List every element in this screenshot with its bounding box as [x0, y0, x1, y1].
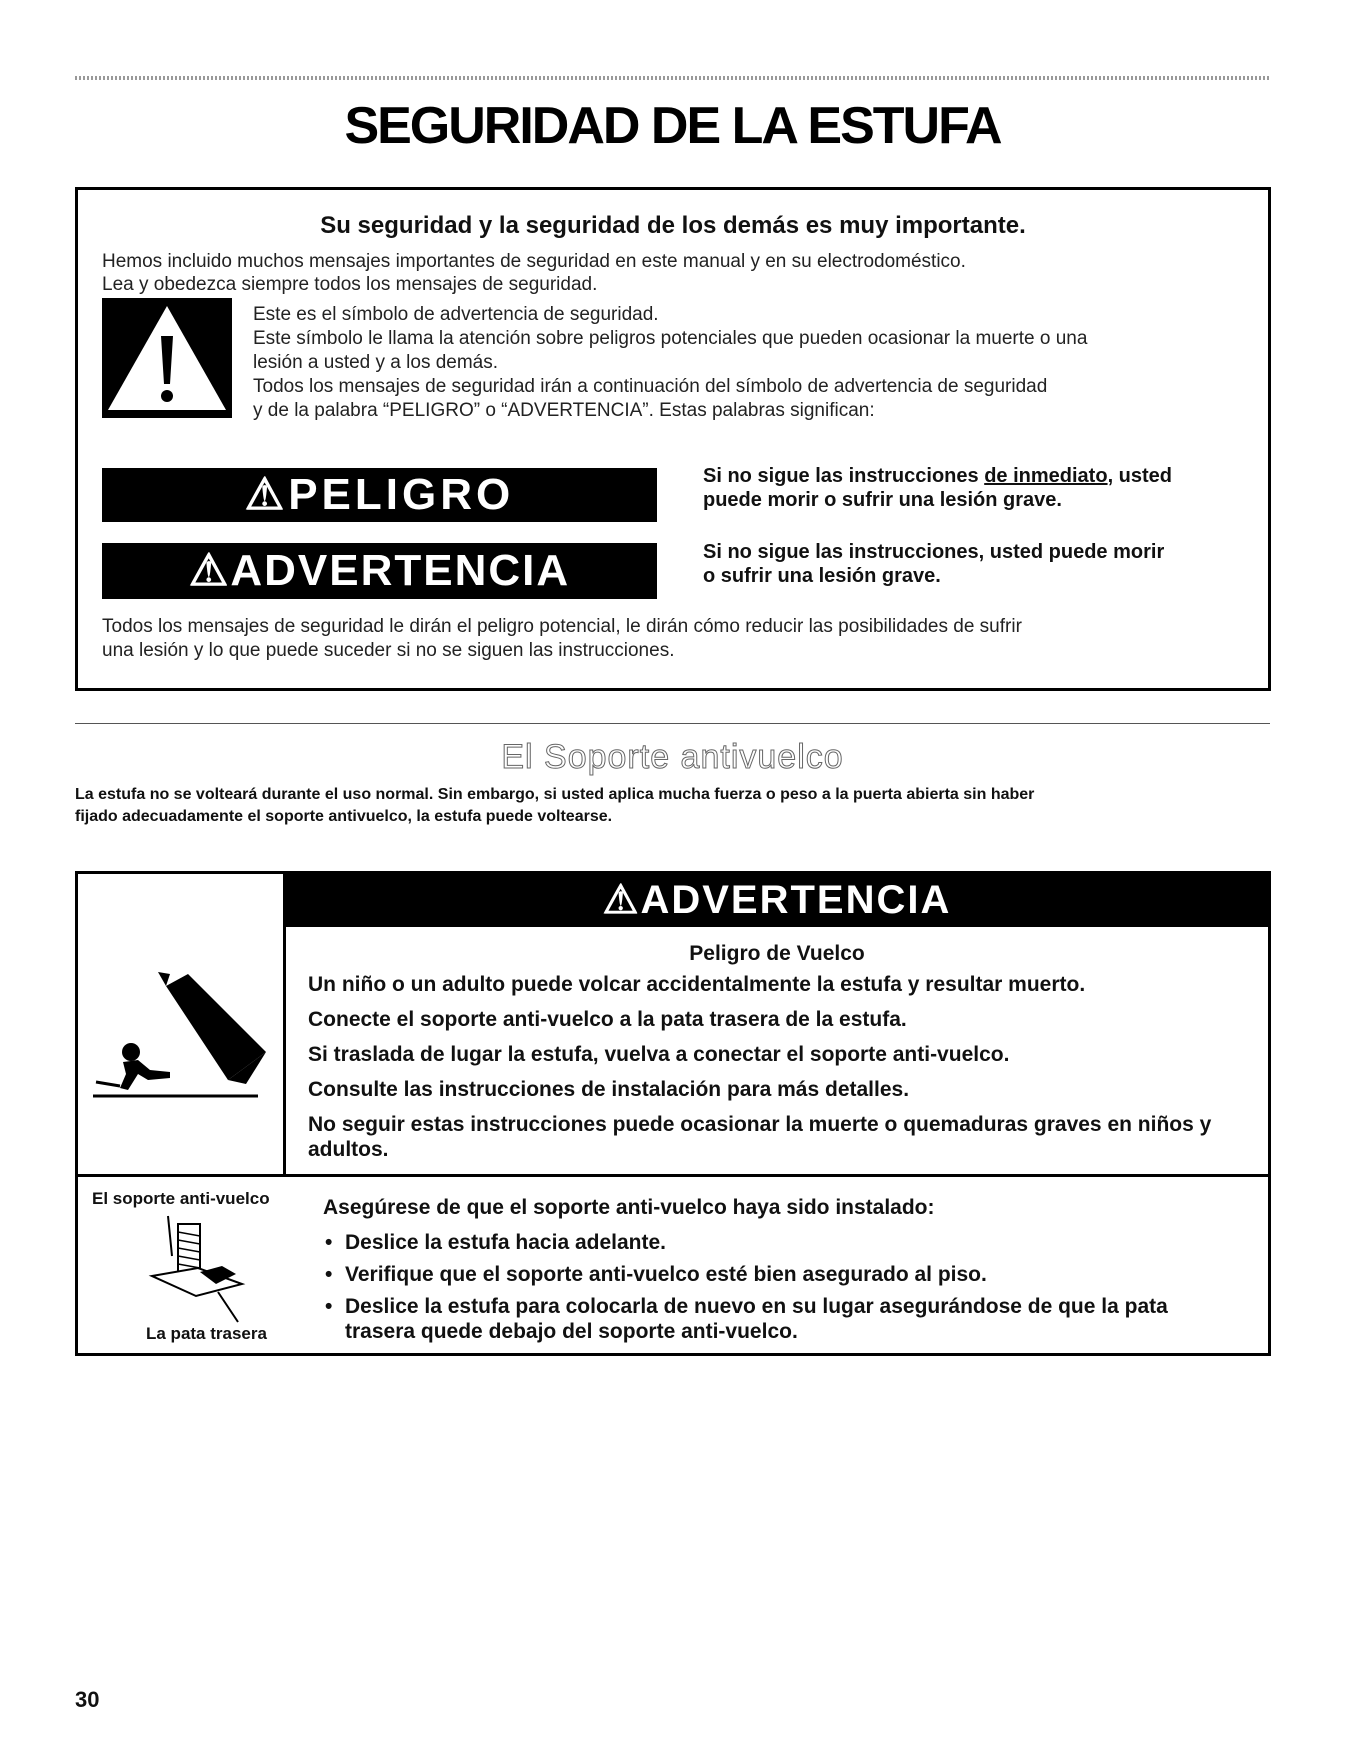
section-divider — [75, 723, 1270, 724]
advertencia-header — [286, 874, 1268, 927]
symbol-line: Todos los mensajes de seguridad irán a continuación del símbolo de advertencia de seguridad — [253, 376, 1048, 397]
check-item: • Deslice la estufa para colocarla de nuevo en su lugar asegurándose de que la pata trasera quede debajo del soporte anti-vuelco. — [323, 1294, 1223, 1344]
anti-tip-bracket-icon — [138, 1214, 268, 1324]
leg-label: La pata trasera — [146, 1324, 267, 1343]
section-title: El Soporte antivuelco — [501, 738, 844, 776]
advertencia-desc-line: o sufrir una lesión grave. — [703, 565, 941, 587]
peligro-label: PELIGRO — [288, 470, 515, 519]
intro-line: Hemos incluido muchos mensajes importantes de seguridad en este manual y en su electrodoméstico. — [102, 251, 966, 272]
peligro-desc-underlined: de inmediato — [984, 465, 1108, 487]
bracket-label: El soporte anti-vuelco — [92, 1189, 270, 1208]
symbol-explanation — [253, 303, 1253, 423]
tip-over-warning-box — [75, 871, 1271, 1356]
warning-line: No seguir estas instrucciones puede ocasionar la muerte o quemaduras graves en niños y adultos. — [308, 1113, 1212, 1161]
intro-line: Lea y obedezca siempre todos los mensajes de seguridad. — [102, 274, 598, 295]
advertencia-label: ADVERTENCIA — [230, 546, 571, 595]
peligro-desc-part: Si no sigue las instrucciones — [703, 465, 985, 487]
section-intro-line: La estufa no se volteará durante el uso normal. Sin embargo, si usted aplica mucha fuerza o peso a la puerta abierta sin haber — [75, 786, 1035, 803]
peligro-desc-part: , usted — [1107, 465, 1173, 487]
peligro-desc-line: puede morir o sufrir una lesión grave. — [703, 489, 1062, 511]
warning-triangle-icon — [102, 298, 232, 418]
warning-line: Si traslada de lugar la estufa, vuelva a conectar el soporte anti-vuelco. — [308, 1043, 1010, 1066]
peligro-description — [703, 464, 1243, 512]
advertencia-description — [703, 540, 1243, 588]
footer-line: una lesión y lo que puede suceder si no se siguen las instrucciones. — [102, 640, 675, 661]
warning-lines — [308, 972, 1248, 1172]
top-rule — [75, 76, 1270, 80]
check-title: Asegúrese de que el soporte anti-vuelco haya sido instalado: — [323, 1196, 935, 1219]
section-intro-line: fijado adecuadamente el soporte antivuelco, la estufa puede voltearse. — [75, 808, 613, 825]
tip-over-hazard-icon — [78, 874, 286, 1174]
warning-triangle-icon: ⚠ — [602, 878, 641, 922]
safety-box — [75, 187, 1271, 691]
warning-line: Un niño o un adulto puede volcar accidentalmente la estufa y resultar muerto. — [308, 973, 1086, 996]
section-intro — [75, 784, 1275, 828]
advertencia-header-label: ADVERTENCIA — [640, 878, 952, 922]
page-number: 30 — [75, 1687, 100, 1712]
peligro-signal-bar — [102, 468, 657, 522]
tip-over-illustration — [78, 874, 286, 1174]
page-title: SEGURIDAD DE LA ESTUFA — [344, 97, 1001, 155]
warning-line: Consulte las instrucciones de instalación para más detalles. — [308, 1078, 910, 1101]
warning-triangle-icon: ⚠ — [244, 470, 289, 519]
warning-triangle-icon: ⚠ — [188, 546, 231, 595]
warning-title: Peligro de Vuelco — [689, 942, 865, 965]
footer-line: Todos los mensajes de seguridad le dirán el peligro potencial, le dirán cómo reducir las posibilidades de sufrir — [102, 616, 1022, 637]
warning-mid-rule — [78, 1174, 1268, 1177]
safety-heading: Su seguridad y la seguridad de los demás es muy importante. — [320, 212, 1026, 239]
check-item: • Verifique que el soporte anti-vuelco esté bien asegurado al piso. — [323, 1262, 1223, 1287]
safety-intro — [102, 250, 966, 296]
symbol-line: y de la palabra “PELIGRO” o “ADVERTENCIA”. Estas palabras significan: — [253, 400, 875, 421]
symbol-line: lesión a usted y a los demás. — [253, 352, 499, 373]
advertencia-signal-bar — [102, 543, 657, 599]
check-list — [323, 1230, 1223, 1351]
warning-line: Conecte el soporte anti-vuelco a la pata trasera de la estufa. — [308, 1008, 907, 1031]
advertencia-desc-line: Si no sigue las instrucciones, usted puede morir — [703, 541, 1165, 563]
symbol-line: Este símbolo le llama la atención sobre peligros potenciales que pueden ocasionar la muerte o una — [253, 328, 1088, 349]
symbol-line: Este es el símbolo de advertencia de seguridad. — [253, 304, 659, 325]
check-item: • Deslice la estufa hacia adelante. — [323, 1230, 1223, 1255]
safety-footer — [102, 615, 1242, 663]
